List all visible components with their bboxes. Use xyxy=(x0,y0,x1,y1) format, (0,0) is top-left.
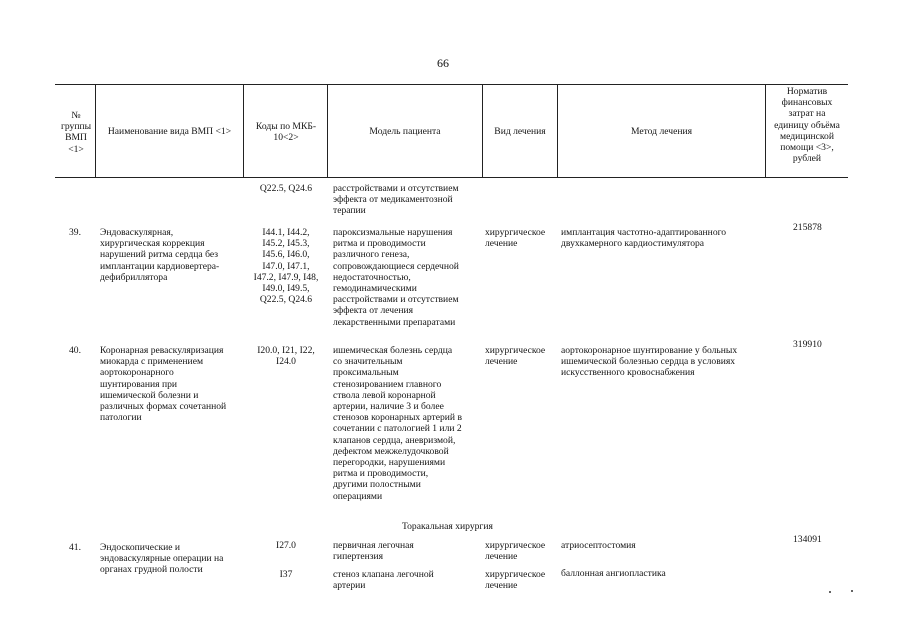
row-41-item-1-norm: 134091 xyxy=(793,534,822,545)
header-icd-codes: Коды по МКБ- 10<2> xyxy=(255,121,317,144)
row-40-type: хирургическое лечение xyxy=(485,345,546,368)
row-41-item-1-codes: I27.0 xyxy=(276,540,296,551)
row-41-item-1-method: атриосептостомия xyxy=(561,540,636,551)
row-39-norm: 215878 xyxy=(793,222,822,233)
header-vmp-name: Наименование вида ВМП <1> xyxy=(107,126,232,137)
row-39-method: имплантация частотно-адаптированного двухкамерного кардиостимулятора xyxy=(561,227,727,250)
header-financial-norm: Норматив финансовых затрат на единицу объёма медицинской помощи <3>, рублей xyxy=(774,86,840,165)
row-41-item-1-type: хирургическое лечение xyxy=(485,540,546,563)
header-patient-model: Модель пациента xyxy=(369,126,441,137)
row-39-model: пароксизмальные нарушения ритма и проводимости различного генеза, сопровождающиеся сердечной недостаточностью, гемодинамическими расстройствами и отсутствием эффекта от лечения лекарственными препаратами xyxy=(333,227,459,328)
header-bottom-rule xyxy=(55,177,848,178)
row-39-type: хирургическое лечение xyxy=(485,227,546,250)
row-41-item-2-method: баллонная ангиопластика xyxy=(561,568,666,579)
scan-speck xyxy=(829,591,831,593)
row-41-item-1-model: первичная легочная гипертензия xyxy=(333,540,414,563)
row-41-number: 41. xyxy=(69,542,81,553)
header-treatment-method: Метод лечения xyxy=(630,126,693,137)
row-41-name: Эндоскопические и эндоваскулярные операции на органах грудной полости xyxy=(100,542,224,576)
row-40-name: Коронарная реваскуляризация миокарда с применением аортокоронарного шунтирования при ишемической болезни и различных формах сочетанной патологии xyxy=(100,345,227,424)
cont-row-codes: Q22.5, Q24.6 xyxy=(259,183,313,194)
row-39-number: 39. xyxy=(69,227,81,238)
scan-speck xyxy=(851,590,853,592)
cont-row-model: расстройствами и отсутствием эффекта от медикаментозной терапии xyxy=(333,183,459,217)
row-41-item-2-codes: I37 xyxy=(279,569,293,580)
page-number: 66 xyxy=(437,56,449,70)
row-40-method: аортокоронарное шунтирование у больных ишемической болезнью сердца в условиях искусственного кровоснабжения xyxy=(561,345,738,379)
section-title: Торакальная хирургия xyxy=(402,521,493,532)
row-40-codes: I20.0, I21, I22, I24.0 xyxy=(257,345,315,368)
header-group-number: № группы ВМП <1> xyxy=(60,110,92,155)
row-39-codes: I44.1, I44.2, I45.2, I45.3, I45.6, I46.0, I47.0, I47.1, I47.2, I47.9, I48, I49.0, I49.5, Q22.5, Q24.6 xyxy=(253,227,319,306)
row-40-norm: 319910 xyxy=(793,339,822,350)
row-40-model: ишемическая болезнь сердца со значительным проксимальным стенозированием главного ствола левой коронарной артерии, наличие 3 и более стенозов коронарных артерий в сочетании с патологией 1 или 2 клапанов сердца, аневризмой, дефектом межжелудочковой перегородки, нарушениями ритма и проводимости, другими полостными операциями xyxy=(333,345,462,502)
row-41-item-2-type: хирургическое лечение xyxy=(485,569,546,592)
row-40-number: 40. xyxy=(69,345,81,356)
header-top-rule xyxy=(55,84,848,85)
row-41-item-2-model: стеноз клапана легочной артерии xyxy=(333,569,434,592)
header-treatment-type: Вид лечения xyxy=(494,126,546,137)
row-39-name: Эндоваскулярная, хирургическая коррекция нарушений ритма сердца без имплантации кардиовертера- дефибриллятора xyxy=(100,227,220,283)
